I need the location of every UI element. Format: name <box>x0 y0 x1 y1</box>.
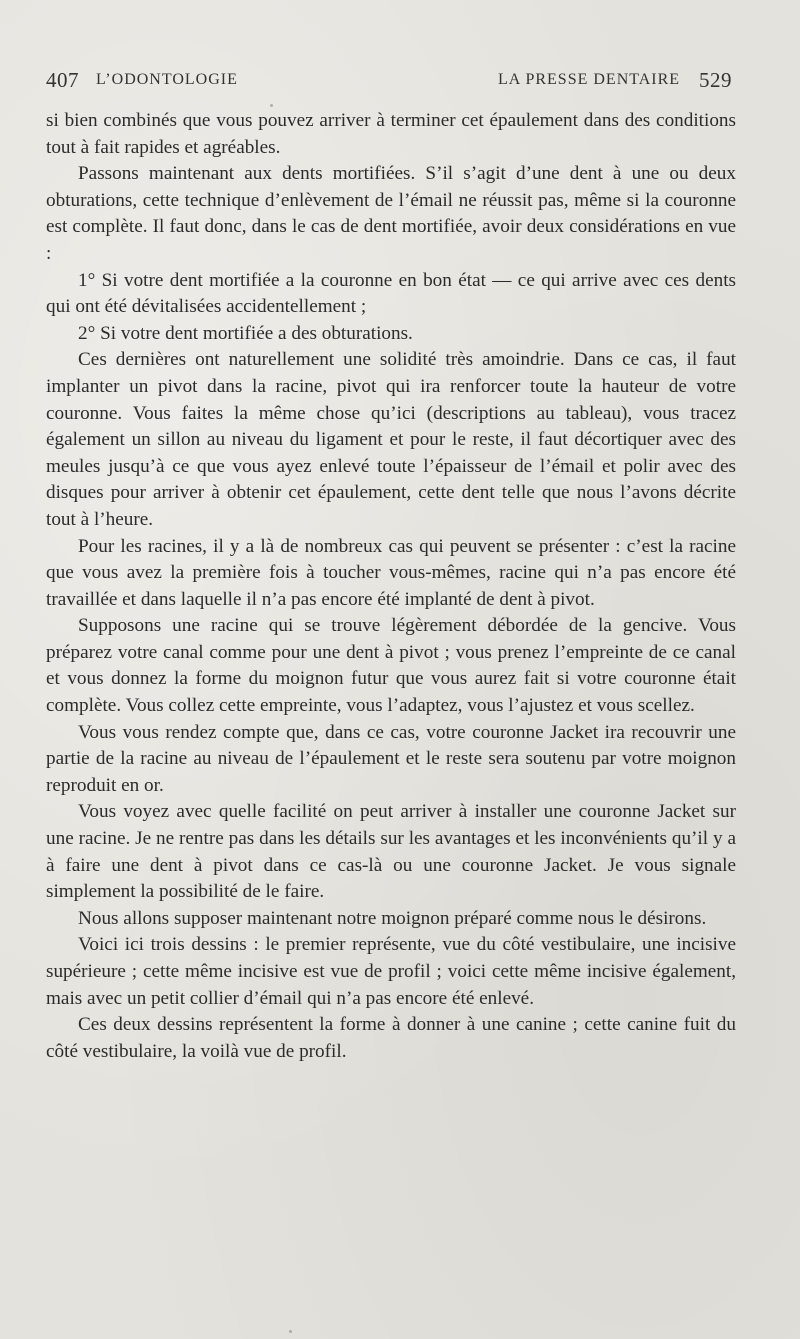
journal-title-right: LA PRESSE DENTAIRE <box>498 71 681 88</box>
paragraph: Vous vous rendez compte que, dans ce cas, votre couronne Jacket ira recouvrir une partie de la racine au niveau de l’épaulement et le reste sera soutenu par votre moignon reproduit en or. <box>46 721 736 796</box>
paragraph: Vous voyez avec quelle facilité on peut arriver à installer une couronne Jacket sur une racine. Je ne rentre pas dans les détails sur les avantages et les inconvénients qu’il y a à faire une dent à pivot dans ce cas-là ou une couronne Jacket. Je vous signale simplement la possibilité de le faire. <box>46 801 736 903</box>
paper-speck <box>289 1330 292 1333</box>
paper-speck <box>270 104 273 107</box>
paragraph: si bien combinés que vous pouvez arriver à terminer cet épaulement dans des conditions tout à fait rapides et agréables. <box>46 110 736 158</box>
running-header <box>46 68 732 98</box>
paragraph: Passons maintenant aux dents mortifiées. S’il s’agit d’une dent à une ou deux obturations, cette technique d’enlèvement de l’émail ne réussit pas, même si la couronne est complète. Il faut donc, dans le cas de dent mortifiée, avoir deux considérations en vue : <box>46 163 736 264</box>
paragraph: Pour les racines, il y a là de nombreux cas qui peuvent se présenter : c’est la racine que vous avez la première fois à toucher vous-mêmes, racine qui n’a pas encore été travaillée et dans laquelle il n’a pas encore été implanté de dent à pivot. <box>46 535 736 610</box>
paragraph: Voici ici trois dessins : le premier représente, vue du côté vestibulaire, une incisive supérieure ; cette même incisive est vue de profil ; voici cette même incisive également, mais avec un petit collier d’émail qui n’a pas encore été enlevé. <box>46 934 736 1009</box>
paragraph: 2° Si votre dent mortifiée a des obturations. <box>78 322 413 344</box>
paragraph: 1° Si votre dent mortifiée a la couronne en bon état — ce qui arrive avec ces dents qui ont été dévitalisées accidentellement ; <box>46 269 736 318</box>
page-number-right: 529 <box>699 68 732 92</box>
paragraph: Ces deux dessins représentent la forme à donner à une canine ; cette canine fuit du côté vestibulaire, la voilà vue de profil. <box>46 1014 736 1062</box>
paragraph: Nous allons supposer maintenant notre moignon préparé comme nous le désirons. <box>78 907 707 929</box>
paragraph: Supposons une racine qui se trouve légèrement débordée de la gencive. Vous préparez votre canal comme pour une dent à pivot ; vous prenez l’empreinte de ce canal et vous donnez la forme du moignon futur que vous aurez fait si votre couronne était complète. Vous collez cette empreinte, vous l’adaptez, vous l’ajustez et vous scellez. <box>46 615 736 717</box>
page-number-left: 407 <box>46 68 79 92</box>
paragraph: Ces dernières ont naturellement une solidité très amoindrie. Dans ce cas, il faut implanter un pivot dans la racine, pivot qui ira renforcer toute la hauteur de votre couronne. Vous faites la même chose qu’ici (descriptions au tableau), vous tracez également un sillon au niveau du ligament et pour le reste, il faut décortiquer avec des meules jusqu’à ce que vous ayez enlevé toute l’épaisseur de l’émail et polir avec des disques pour arriver à obtenir cet épaulement, cette dent telle que nous l’avons décrite tout à l’heure. <box>46 349 736 530</box>
journal-title-left: L’ODONTOLOGIE <box>96 71 238 88</box>
body-text <box>46 108 736 1065</box>
